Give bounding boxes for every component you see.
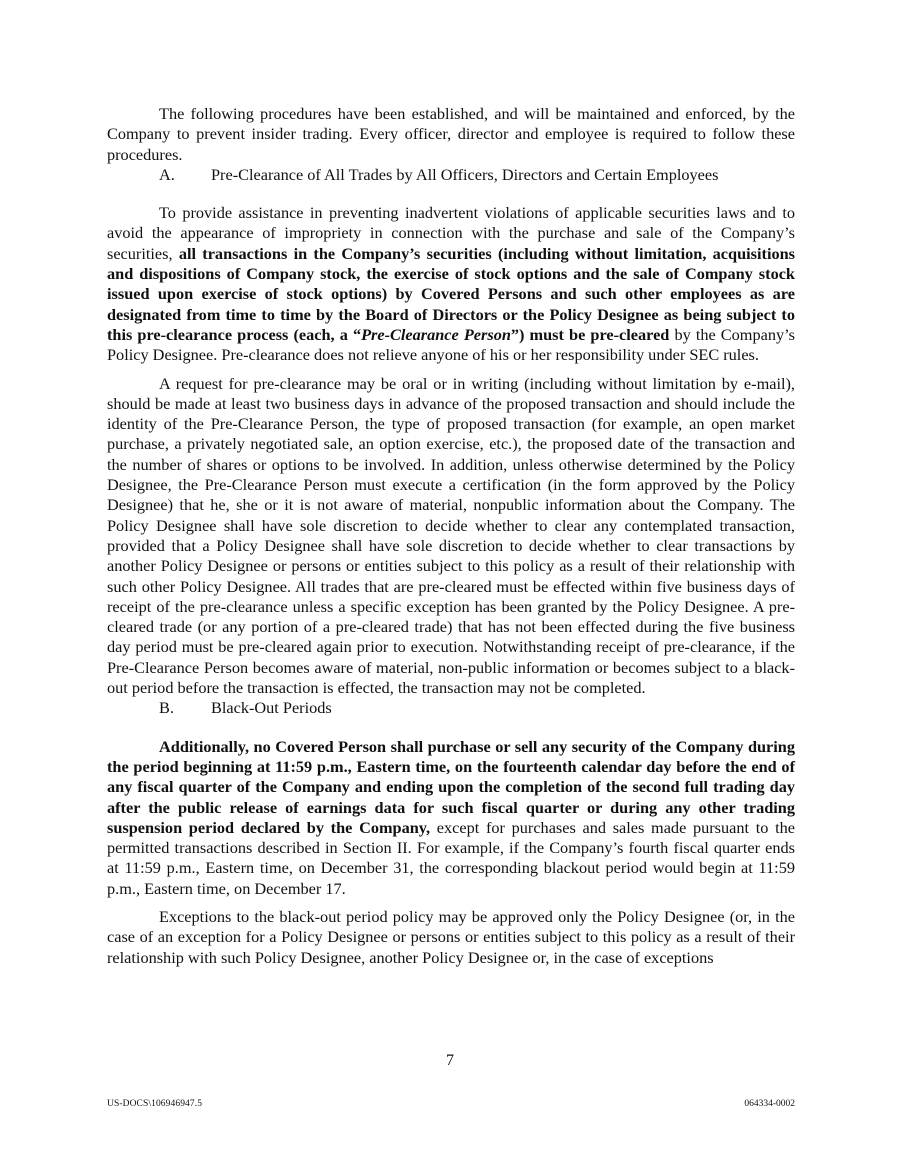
document-id: US-DOCS\106946947.5	[107, 1099, 203, 1109]
pre-clearance-request-paragraph: A request for pre-clearance may be oral or in writing (including without limitation by e-mail), should be made at least two business days in advance of the proposed transaction and should include the identity of the Pre-Clearance Person, the type of proposed transaction (for example, an open market purchase, a privately negotiated sale, an option exercise, etc.), the proposed date of the transaction and the number of shares or options to be involved. In addition, unless otherwise determined by the Policy Designee, the Pre-Clearance Person must execute a certification (in the form approved by the Policy Designee) that he, she or it is not aware of material, nonpublic information about the Company. The Policy Designee shall have sole discretion to decide whether to clear any contemplated transaction, provided that a Policy Designee shall have sole discretion to decide whether to clear transactions by another Policy Designee or persons or entities subject to this policy as a result of their relationship with such other Policy Designee. All trades that are pre-cleared must be effected within five business days of receipt of the pre-clearance unless a specific exception has been granted by the Policy Designee. A pre-cleared trade (or any portion of a pre-cleared trade) that has not been effected during the five business day period must be pre-cleared again prior to execution. Notwithstanding receipt of pre-clearance, if the Pre-Clearance Person becomes aware of material, non-public information or becomes subject to a black-out period before the transaction is effected, the transaction may not be completed.	[107, 373, 795, 698]
pre-clearance-text-1: To provide assistance in preventing inadvertent violations of applicable securities laws and to avoid the appearance of impropriety in connection with the purchase and sale of the Company’s securities,	[107, 203, 795, 263]
page-number: 7	[446, 1052, 454, 1069]
matter-number: 064334-0002	[744, 1099, 795, 1109]
section-a-title: Pre-Clearance of All Trades by All Officers, Directors and Certain Employees	[211, 164, 719, 184]
section-b-heading	[107, 698, 795, 718]
pre-clearance-bold-1: all transactions in the Company’s securities (including without limitation, acquisitions and dispositions of Company stock, the exercise of stock options and the sale of Company stock issued upon exercise of stock options) by Covered Persons and such other employees as are designated from time to time by the Board of Directors or the Policy Designee as being subject to this pre-clearance process (each, a “	[107, 243, 795, 344]
pre-clearance-bold-2: ”) must be pre-cleared	[510, 324, 670, 344]
intro-paragraph: The following procedures have been established, and will be maintained and enforced, by the Company to prevent insider trading. Every officer, director and employee is required to follow these procedures.	[107, 104, 795, 164]
black-out-paragraph	[107, 737, 795, 899]
pre-clearance-text-2: by the Company’s Policy Designee. Pre-clearance does not relieve anyone of his or her responsibility under SEC rules.	[107, 324, 795, 365]
black-out-bold: Additionally, no Covered Person shall purchase or sell any security of the Company during the period beginning at 11:59 p.m., Eastern time, on the fourteenth calendar day before the end of any fiscal quarter of the Company and ending upon the completion of the second full trading day after the public release of earnings data for such fiscal quarter or during any other trading suspension period declared by the Company,	[107, 736, 795, 837]
pre-clearance-paragraph	[107, 203, 795, 365]
section-b-letter: B.	[159, 698, 174, 718]
pre-clearance-person-term: Pre-Clearance Person	[361, 324, 511, 344]
section-a-heading	[107, 165, 795, 185]
exceptions-paragraph: Exceptions to the black-out period policy may be approved only the Policy Designee (or, in the case of an exception for a Policy Designee or persons or entities subject to this policy as a result of their relationship with such Policy Designee, another Policy Designee or, in the case of exceptions	[107, 906, 795, 967]
section-a-letter: A.	[159, 164, 175, 184]
black-out-text: except for purchases and sales made pursuant to the permitted transactions described in Section II. For example, if the Company’s fourth fiscal quarter ends at 11:59 p.m., Eastern time, on December 31, the corresponding blackout period would begin at 11:59 p.m., Eastern time, on December 17.	[107, 817, 795, 898]
document-page	[107, 104, 795, 968]
section-b-title: Black-Out Periods	[211, 698, 332, 718]
